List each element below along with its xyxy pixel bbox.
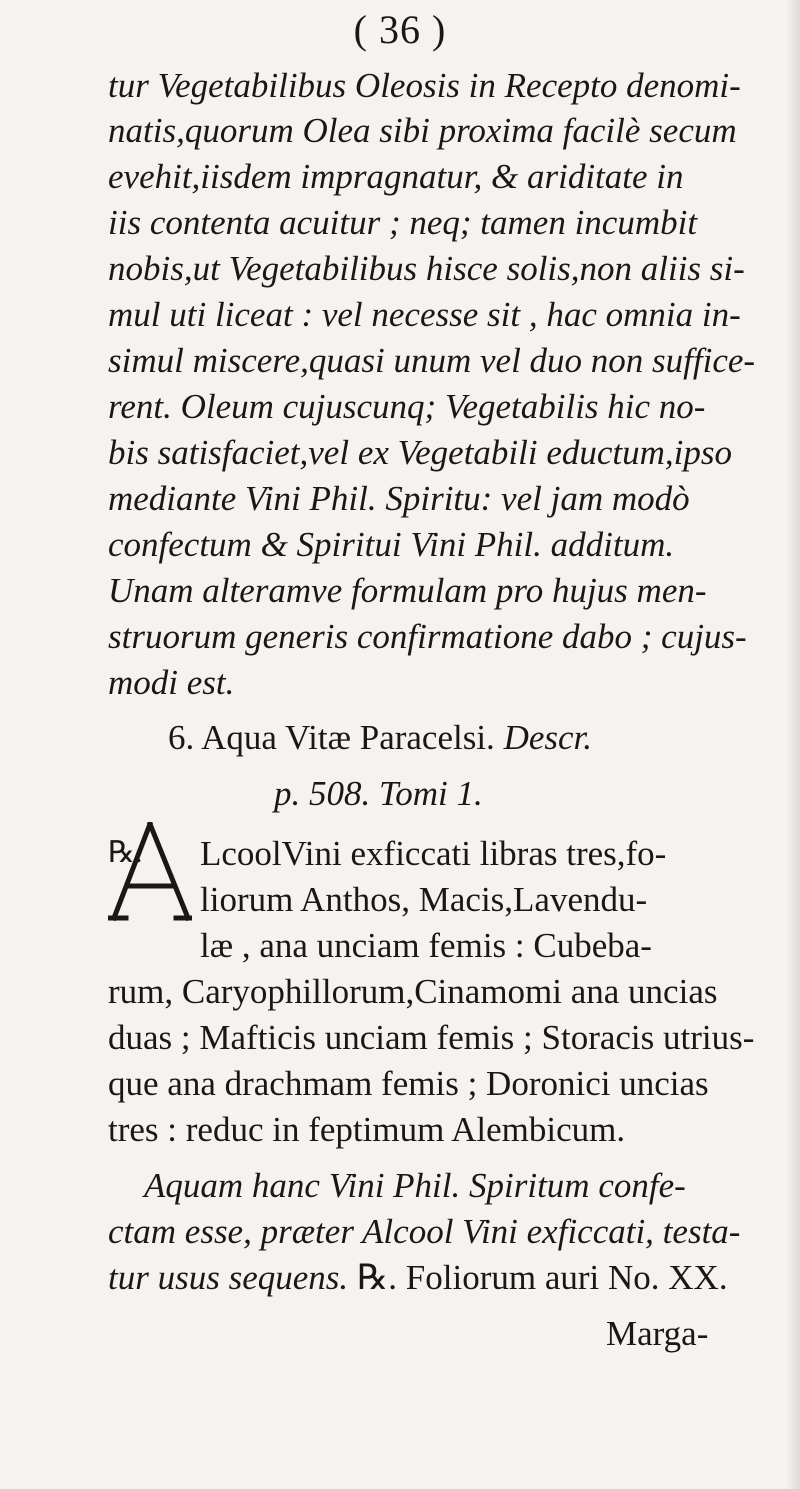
text-line-11: confectum & Spiritui Vini Phil. additum. [108,525,675,564]
drop-cap [108,822,192,922]
recipe-line-5: duas ; Mafticis unciam femis ; Storacis utrius- [108,1018,755,1057]
text-line-10: mediante Vini Phil. Spiritu: vel jam modò [108,479,690,518]
closing-line-2: ctam esse, præter Alcool Vini exficcati, testa- [108,1212,741,1251]
recipe-line-7: tres : reduc in feptimum Alembicum. [108,1110,626,1149]
closing-line-1: Aquam hanc Vini Phil. Spiritum confe- [144,1166,686,1205]
section-title: Aqua Vitæ Paracelsi. [201,718,495,757]
closing-line-3-italic: tur usus sequens. [108,1258,349,1297]
drop-cap-a-glyph [108,822,192,922]
text-line-6: mul uti liceat : vel necesse sit , hac omnia in- [108,295,741,334]
section-ref: Descr. [503,718,593,757]
text-line-12: Unam alteramve formulam pro hujus men- [108,571,707,610]
text-line-1: tur Vegetabilibus Oleosis in Recepto denomi- [108,66,741,105]
text-line-8: rent. Oleum cujuscunq; Vegetabilis hic no- [108,387,706,426]
text-line-7: simul miscere,quasi unum vel duo non suffice- [108,341,756,380]
section-number: 6. [168,718,195,757]
section-heading [168,716,592,760]
closing-tail: ℞. Foliorum auri No. XX. [356,1258,728,1297]
closing-line-3 [108,1256,728,1300]
text-line-3: evehit,iisdem impragnatur, & ariditate in [108,157,684,196]
catchword: Marga- [606,1314,709,1353]
recipe-symbol: ℞. [108,836,143,869]
recipe-line-3: læ , ana unciam femis : Cubeba- [200,926,652,965]
text-line-4: iis contenta acuitur ; neq; tamen incumbit [108,203,698,242]
text-line-2: natis,quorum Olea sibi proxima facilè secum [108,111,737,150]
text-line-14: modi est. [108,663,235,702]
text-line-9: bis satisfaciet,vel ex Vegetabili eductum,ipso [108,433,733,472]
text-line-5: nobis,ut Vegetabilibus hisce solis,non aliis si- [108,249,745,288]
recipe-line-6: que ana drachmam femis ; Doronici uncias [108,1064,709,1103]
page-edge-shadow [786,0,800,1489]
text-line-13: struorum generis confirmatione dabo ; cujus- [108,617,747,656]
section-reference-line: p. 508. Tomi 1. [274,774,483,813]
recipe-line-4: rum, Caryophillorum,Cinamomi ana uncias [108,972,718,1011]
recipe-line-1: LcoolVini exficcati libras tres,fo- [200,834,667,873]
page-number: ( 36 ) [353,7,447,52]
recipe-line-2: liorum Anthos, Macis,Lavendu- [200,880,648,919]
